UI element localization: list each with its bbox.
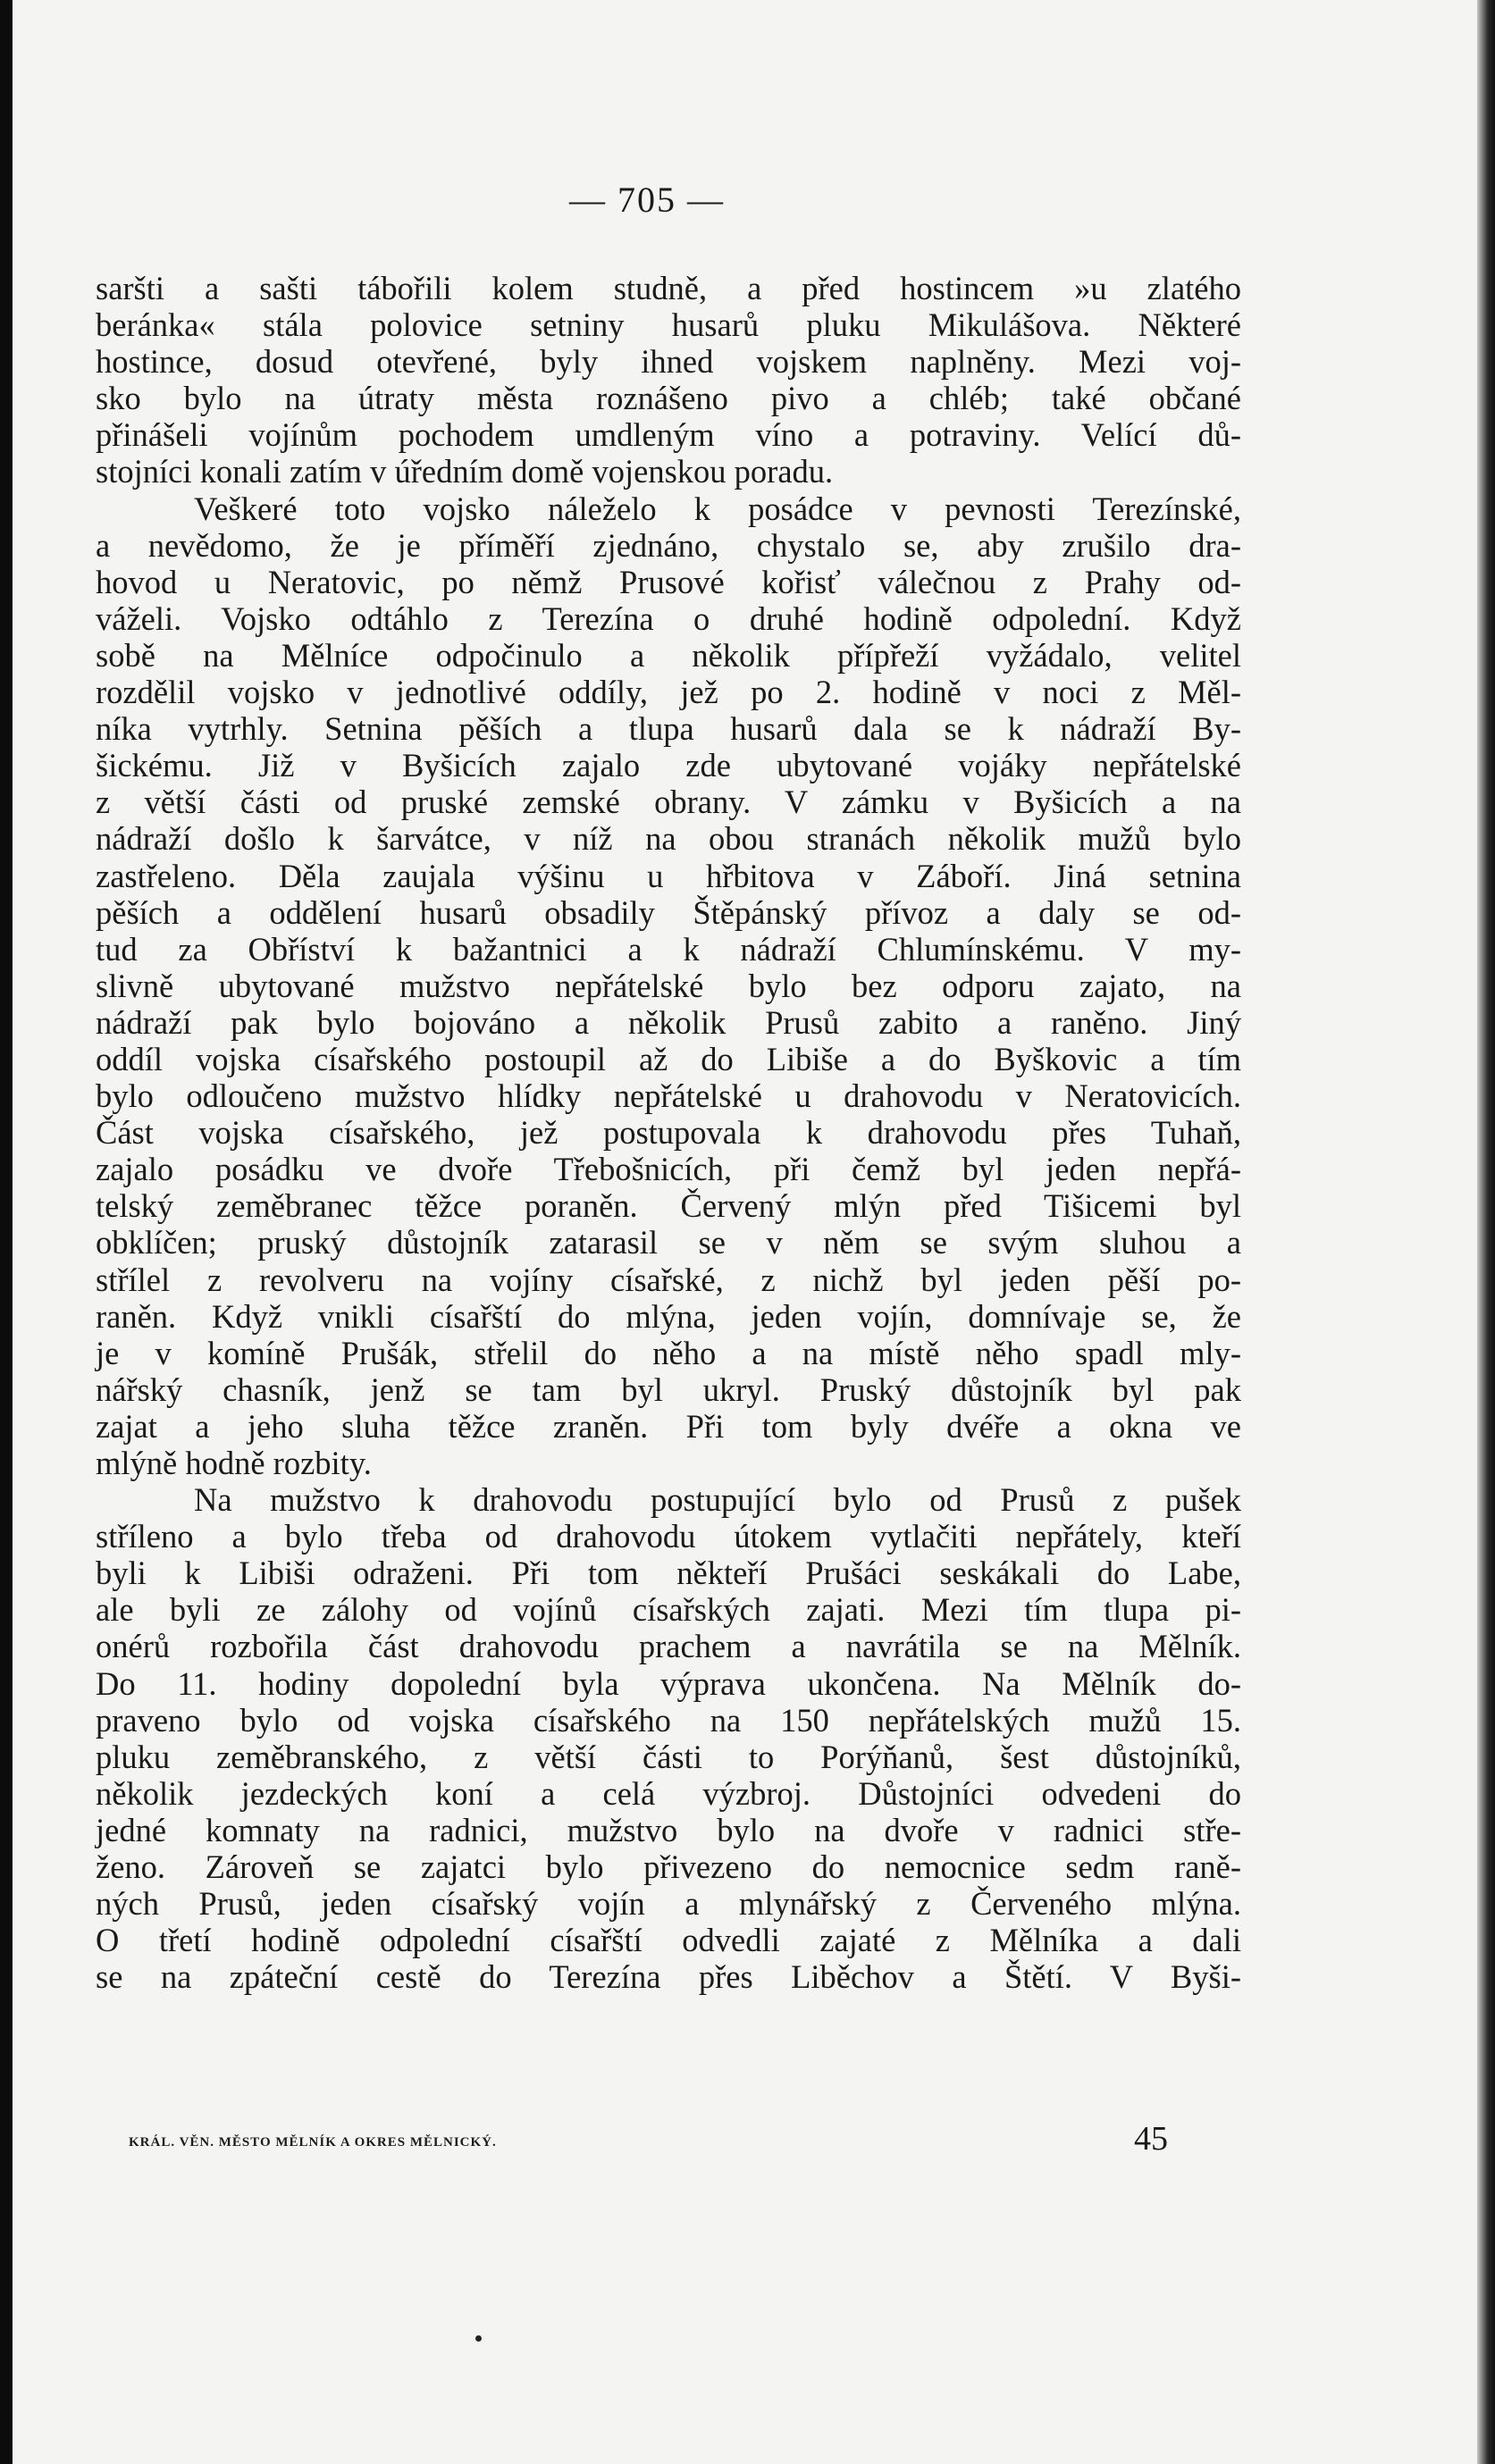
- text-line: raněn. Když vnikli císařští do mlýna, jeden vojín, domnívaje se, že: [96, 1297, 1241, 1335]
- text-line: mlýně hodně rozbity.: [96, 1445, 372, 1481]
- printer-signature: KRÁL. VĚN. MĚSTO MĚLNÍK A OKRES MĚLNICKÝ.: [129, 2135, 497, 2150]
- text-line: pěších a oddělení husarů obsadily Štěpánský přívoz a daly se od-: [96, 893, 1241, 931]
- text-line: Na mužstvo k drahovodu postupující bylo od Prusů z pušek: [194, 1481, 1241, 1519]
- text-line: ženo. Zároveň se zajatci bylo přivezeno do nemocnice sedm raně-: [96, 1848, 1241, 1886]
- text-line: sko bylo na útraty města roznášeno pivo a chléb; také občané: [96, 380, 1241, 417]
- page-number: — 705 —: [569, 180, 725, 220]
- text-line: rozdělil vojsko v jednotlivé oddíly, jež po 2. hodině v noci z Měl-: [96, 674, 1241, 711]
- text-line: sobě na Mělníce odpočinulo a několik přípřeží vyžádalo, velitel: [96, 636, 1241, 674]
- text-line: a nevědomo, že je příměří zjednáno, chystalo se, aby zrušilo dra-: [96, 526, 1241, 564]
- text-line: ných Prusů, jeden císařský vojín a mlynářský z Červeného mlýna.: [96, 1885, 1241, 1923]
- text-line: ale byli ze zálohy od vojínů císařských zajati. Mezi tím tlupa pi-: [96, 1591, 1241, 1629]
- text-line: z větší části od pruské zemské obrany. V zámku v Byšicích a na: [96, 784, 1241, 821]
- text-line: se na zpáteční cestě do Terezína přes Liběchov a Štětí. V Byši-: [96, 1958, 1241, 1996]
- document-page: [13, 0, 1477, 2464]
- text-line: nádraží došlo k šarvátce, v níž na obou stranách několik mužů bylo: [96, 820, 1241, 858]
- paragraph: [96, 270, 1241, 490]
- text-line: Veškeré toto vojsko náleželo k posádce v pevnosti Terezínské,: [194, 490, 1241, 527]
- paragraph: [96, 490, 1241, 1482]
- text-line: zajalo posádku ve dvoře Třebošnicích, při čemž byl jeden nepřá-: [96, 1151, 1241, 1188]
- text-line: O třetí hodině odpolední císařští odvedli zajaté z Mělníka a dali: [96, 1922, 1241, 1959]
- text-line: několik jezdeckých koní a celá výzbroj. Důstojníci odvedeni do: [96, 1774, 1241, 1812]
- scan-left-edge: [0, 0, 13, 2464]
- text-line: slivně ubytované mužstvo nepřátelské bylo bez odporu zajato, na: [96, 967, 1241, 1004]
- text-line: hostince, dosud otevřené, byly ihned vojskem naplněny. Mezi voj-: [96, 343, 1241, 381]
- text-line: beránka« stála polovice setniny husarů pluku Mikulášova. Některé: [96, 306, 1241, 344]
- text-line: zastřeleno. Děla zaujala výšinu u hřbitova v Záboří. Jiná setnina: [96, 857, 1241, 894]
- text-line: přinášeli vojínům pochodem umdleným víno a potraviny. Velící dů-: [96, 416, 1241, 454]
- scan-speck: [475, 2335, 482, 2342]
- text-line: váželi. Vojsko odtáhlo z Terezína o druhé hodině odpolední. Když: [96, 599, 1241, 637]
- text-line: je v komíně Prušák, střelil do něho a na místě něho spadl mly-: [96, 1334, 1241, 1371]
- text-line: nádraží pak bylo bojováno a několik Prusů zabito a raněno. Jiný: [96, 1003, 1241, 1041]
- text-line: praveno bylo od vojska císařského na 150 nepřátelských mužů 15.: [96, 1701, 1241, 1739]
- signature-mark-number: 45: [1134, 2120, 1168, 2158]
- text-line: jedné komnaty na radnici, mužstvo bylo na dvoře v radnici stře-: [96, 1811, 1241, 1848]
- text-line: bylo odloučeno mužstvo hlídky nepřátelské u drahovodu v Neratovicích.: [96, 1077, 1241, 1115]
- text-line: stojníci konali zatím v úředním domě vojenskou poradu.: [96, 453, 834, 490]
- text-line: níka vytrhly. Setnina pěších a tlupa husarů dala se k nádraží By-: [96, 710, 1241, 748]
- text-line: zajat a jeho sluha těžce zraněn. Při tom byly dvéře a okna ve: [96, 1407, 1241, 1445]
- text-line: šickému. Již v Byšicích zajalo zde ubytované vojáky nepřátelské: [96, 747, 1241, 784]
- text-line: stříleno a bylo třeba od drahovodu útokem vytlačiti nepřátely, kteří: [96, 1518, 1241, 1555]
- text-line: hovod u Neratovic, po němž Prusové kořisť válečnou z Prahy od-: [96, 563, 1241, 600]
- text-line: onérů rozbořila část drahovodu prachem a navrátila se na Mělník.: [96, 1628, 1241, 1665]
- text-line: tud za Obříství k bažantnici a k nádraží Chlumínskému. V my-: [96, 930, 1241, 968]
- page-footer: [129, 2119, 1241, 2164]
- text-line: oddíl vojska císařského postoupil až do Libiše a do Byškovic a tím: [96, 1040, 1241, 1077]
- text-line: Do 11. hodiny dopolední byla výprava ukončena. Na Mělník do-: [96, 1664, 1241, 1702]
- text-line: nářský chasník, jenž se tam byl ukryl. Pruský důstojník byl pak: [96, 1370, 1241, 1408]
- text-line: střílel z revolveru na vojíny císařské, z nichž byl jeden pěší po-: [96, 1261, 1241, 1298]
- text-line: pluku zeměbranského, z větší části to Porýňanů, šest důstojníků,: [96, 1738, 1241, 1775]
- paragraph: [96, 1481, 1241, 1995]
- text-line: obklíčen; pruský důstojník zatarasil se v něm se svým sluhou a: [96, 1224, 1241, 1261]
- text-line: byli k Libiši odraženi. Při tom někteří Prušáci seskákali do Labe,: [96, 1555, 1241, 1592]
- text-line: telský zeměbranec těžce poraněn. Červený mlýn před Tišicemi byl: [96, 1187, 1241, 1225]
- body-text: [96, 270, 1241, 1995]
- scan-right-edge: [1477, 0, 1495, 2464]
- text-line: Část vojska císařského, jež postupovala k drahovodu přes Tuhaň,: [96, 1114, 1241, 1152]
- text-line: saršti a sašti tábořili kolem studně, a před hostincem »u zlatého: [96, 270, 1241, 306]
